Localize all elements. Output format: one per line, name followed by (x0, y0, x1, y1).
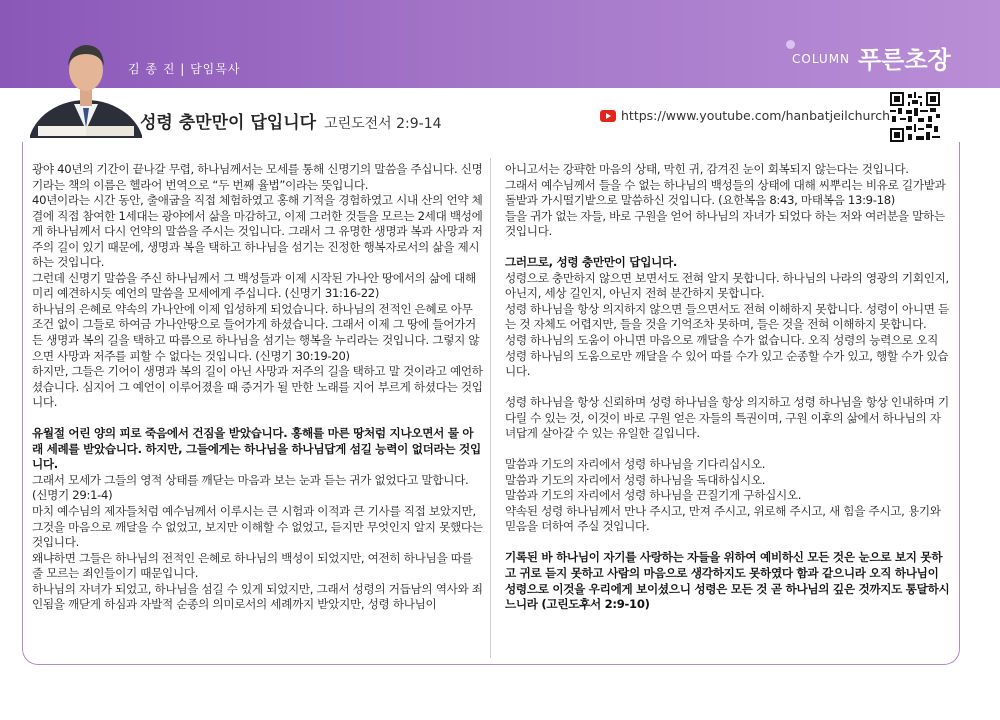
paragraph: 하나님의 자녀가 되었고, 하나님을 섬길 수 있게 되었지만, 그래서 성령의 거듭남의 역사와 죄인됨을 깨닫게 하심과 자발적 순종의 의미로서의 세례까지 받았지만, 성령 하나님이 (32, 581, 483, 612)
paragraph: 약속된 성령 하나님께서 만나 주시고, 만져 주시고, 위로해 주시고, 새 힘을 주시고, 용기와 믿음을 더하여 주실 것입니다. (505, 503, 941, 534)
paragraph: 들을 귀가 없는 자들, 바로 구원을 얻어 하나님의 자녀가 되었다 하는 저와 여러분을 말하는 것입니다. (505, 208, 945, 239)
column-name: 푸른초장 (858, 46, 951, 74)
sermon-title (140, 108, 442, 133)
sermon-title-text: 성령 충만만이 답입니다 (140, 113, 317, 133)
column-dot-icon (786, 40, 795, 49)
emphasis-paragraph: 기록된 바 하나님이 자기를 사랑하는 자들을 위하여 예비하신 모든 것은 눈으로 보지 못하고 귀로 듣지 못하고 사람의 마음으로 생각하지도 못하였다 함과 같으니라 오직 하나님이 성령으로 이것을 우리에게 보이셨으니 성령은 모든 것 곧 하나님의 깊은 것까지도 통달하시느니라 (고린도후서 2:9-10) (505, 550, 950, 612)
paragraph: 마치 예수님의 제자들처럼 예수님께서 이루시는 큰 시험과 이적과 큰 기사를 직접 보았지만, 그것을 마음으로 깨달을 수 없었고, 보지만 이해할 수 없었고, 듣지만 무엇인지 알지 못했다는 것입니다. (32, 503, 483, 550)
paragraph-gap (505, 240, 950, 256)
paragraph: 하나님의 은혜로 약속의 가나안에 이제 입성하게 되었습니다. 하나님의 전적인 은혜로 아무 조건 없이 그들로 하여금 가나안땅으로 들어가게 하셨습니다. 그래서 이제 그 땅에 들어가거든 생명과 복의 길을 택하고 따름으로 하나님을 섬기는 행복을 누리라는 것입니다. 그렇지 않으면 사망과 저주를 피할 수 없다는 것입니다. (신명기 30:19-20) (32, 301, 480, 363)
emphasis-paragraph: 유월절 어린 양의 피로 죽음에서 건짐을 받았습니다. 홍해를 마른 땅처럼 지나오면서 물 아래 세례를 받았습니다. 하지만, 그들에게는 하나님을 하나님답게 섬길 능력이 없더라는 것입니다. (32, 426, 481, 472)
paragraph-gap (32, 411, 484, 427)
column-divider (490, 158, 491, 658)
right-column (505, 162, 950, 613)
author-name: 김 종 진 | 담임목사 (128, 62, 241, 76)
column-label: COLUMN (792, 52, 851, 66)
youtube-icon[interactable] (600, 110, 616, 122)
paragraph: 말씀과 기도의 자리에서 성령 하나님을 끈질기게 구하십시오. (505, 488, 802, 503)
paragraph: 그래서 예수님께서 들을 수 없는 하나님의 백성들의 상태에 대해 씨뿌리는 비유로 길가밭과 돌밭과 가시떨기밭으로 말씀하신 것입니다. (요한복음 8:43, 마태복음 13:9-18) (505, 177, 946, 208)
paragraph: 성령 하나님의 도움이 아니면 마음으로 깨달을 수가 없습니다. 오직 성령의 능력으로 오직 성령 하나님의 도움으로만 깨달을 수 있어 따를 수가 있고 순종할 수가 있고, 행할 수가 있습니다. (505, 332, 949, 379)
left-column (32, 162, 484, 613)
paragraph: 말씀과 기도의 자리에서 성령 하나님을 기다리십시오. (505, 457, 766, 472)
paragraph: 40년이라는 시간 동안, 출애굽을 직접 체험하였고 홍해 기적을 경험하였고 시내 산의 언약 체결에 직접 참여한 1세대는 광야에서 삶을 마감하고, 이제 그러한 것들을 모르는 2세대 백성에게 하나님께서 다시 언약의 말씀을 주시는 것입니다. 그래서 그 유명한 생명과 복과 사망과 저주의 길이 있기 때문에, 생명과 복을 택하고 하나님을 섬기는 진정한 행복자로서의 삶을 제시하는 것입니다. (32, 193, 483, 270)
paragraph: 아니고서는 강퍅한 마음의 상태, 막힌 귀, 감겨진 눈이 회복되지 않는다는 것입니다. (505, 162, 909, 176)
paragraph: 성령으로 충만하지 않으면 보면서도 전혀 알지 못합니다. 하나님의 나라의 영광의 기회인지, 아닌지, 세상 길인지, 아닌지 전혀 분간하지 못합니다. (505, 270, 949, 301)
sermon-reference: 고린도전서 2:9-14 (324, 116, 442, 132)
qr-code-icon (890, 92, 940, 142)
paragraph: 그래서 모세가 그들의 영적 상태를 깨닫는 마음과 보는 눈과 듣는 귀가 없었다고 말합니다. (신명기 29:1-4) (32, 472, 469, 503)
paragraph: 말씀과 기도의 자리에서 성령 하나님을 독대하십시오. (505, 472, 766, 487)
pastor-portrait (30, 30, 142, 138)
paragraph: 광야 40년의 기간이 끝나갈 무렵, 하나님께서는 모세를 통해 신명기의 말씀을 주십니다. 신명기라는 책의 이름은 헬라어 번역으로 “두 번째 율법”이라는 뜻입니다. (32, 162, 483, 192)
youtube-link[interactable]: https://www.youtube.com/hanbatjeilchurch (621, 108, 891, 123)
paragraph-gap (505, 380, 950, 396)
paragraph: 그런데 신명기 말씀을 주신 하나님께서 그 백성들과 이제 시작된 가나안 땅에서의 삶에 대해 미리 예견하시듯 예언의 말씀을 모세에게 주십니다. (신명기 31:16-22) (32, 270, 476, 301)
paragraph-gap (505, 442, 950, 458)
emphasis-paragraph: 그러므로, 성령 충만만이 답입니다. (505, 255, 678, 270)
paragraph: 성령 하나님을 항상 의지하지 않으면 들으면서도 전혀 이해하지 못합니다. 성령이 아니면 듣는 것 자체도 어렵지만, 들을 것을 기억조차 못하며, 들은 것을 전혀 이해하지 못합니다. (505, 301, 949, 332)
paragraph-gap (505, 535, 950, 551)
paragraph: 성령 하나님을 항상 신뢰하며 성령 하나님을 항상 의지하고 성령 하나님을 항상 인내하며 기다릴 수 있는 것, 이것이 바로 구원 얻은 자들의 특권이며, 구원 이후의 삶에서 하나님의 자녀답게 살아갈 수 있는 유일한 길입니다. (505, 395, 949, 441)
paragraph: 하지만, 그들은 기어이 생명과 복의 길이 아닌 사망과 저주의 길을 택하고 말 것이라고 예언하셨습니다. 심지어 그 예언이 이루어졌을 때 증거가 될 만한 노래를 지어 부르게 하셨다는 것입니다. (32, 364, 483, 410)
paragraph: 왜냐하면 그들은 하나님의 전적인 은혜로 하나님의 백성이 되었지만, 여전히 하나님을 따를 줄 모르는 죄인들이기 때문입니다. (32, 550, 473, 581)
